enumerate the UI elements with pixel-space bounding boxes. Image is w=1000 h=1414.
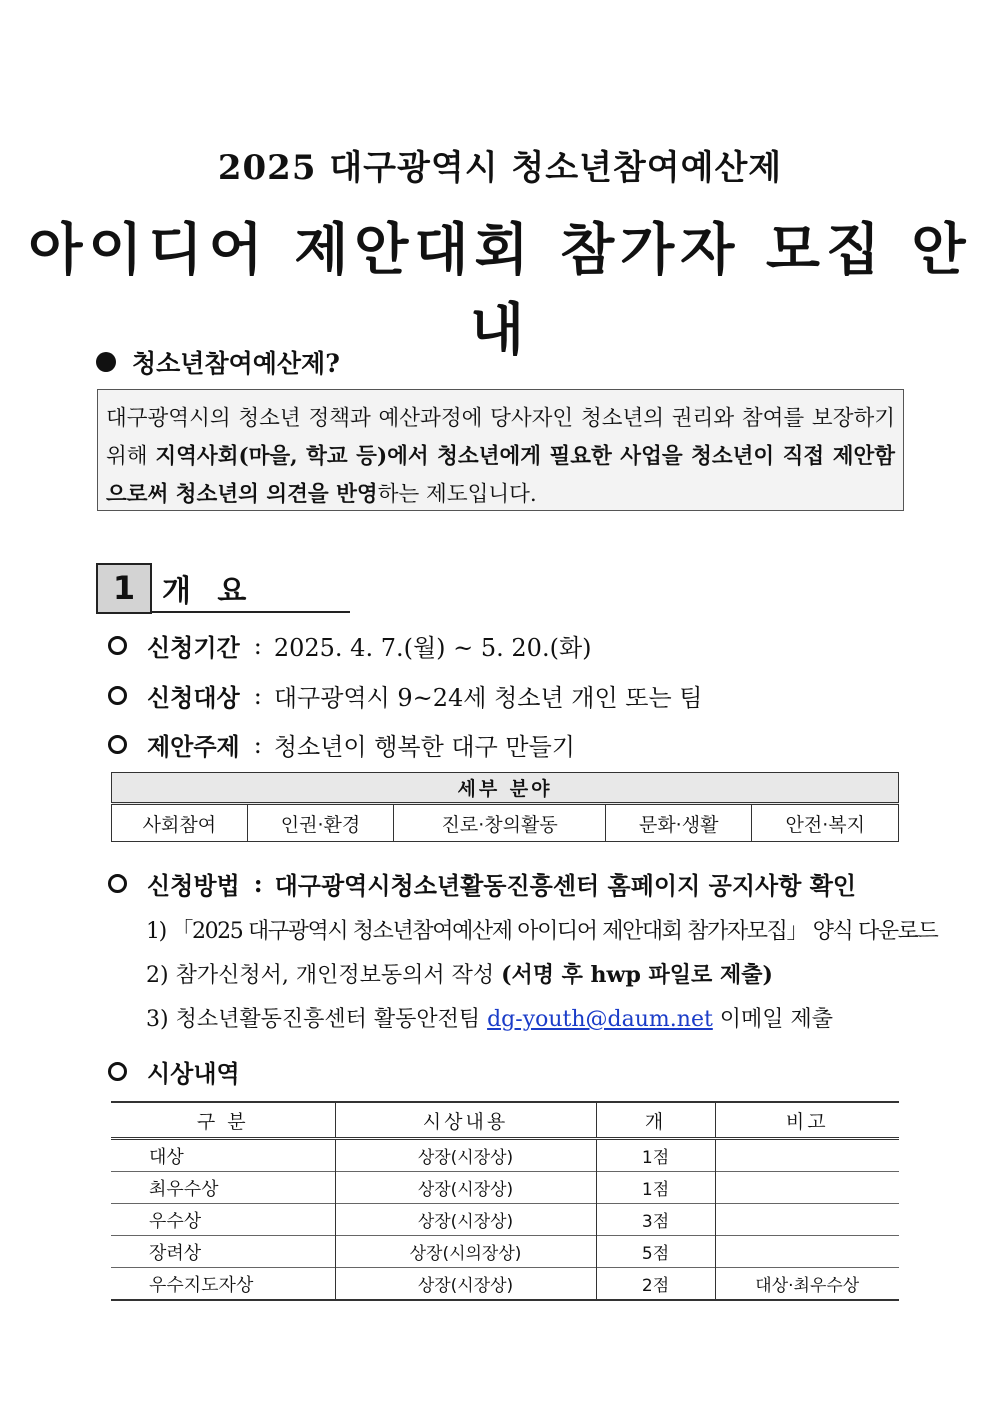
section-title: 개 요 bbox=[162, 574, 255, 609]
field-cell: 안전·복지 bbox=[752, 804, 899, 842]
separator: : bbox=[253, 681, 262, 710]
award-category: 최우수상 bbox=[111, 1172, 335, 1204]
ring-bullet-icon bbox=[108, 686, 127, 705]
award-count: 1점 bbox=[596, 1172, 715, 1204]
award-note: 대상·최우수상 bbox=[715, 1268, 899, 1301]
field-cell: 문화·생활 bbox=[605, 804, 752, 842]
topic-label: 제안주제 bbox=[147, 732, 240, 761]
field-cell: 인권·환경 bbox=[247, 804, 394, 842]
target-label: 신청대상 bbox=[147, 683, 240, 712]
table-row bbox=[111, 1268, 899, 1301]
section-number: 1 bbox=[96, 563, 152, 614]
method-value: 대구광역시청소년활동진흥센터 홈페이지 공지사항 확인 bbox=[274, 871, 857, 900]
awards-col-header: 비고 bbox=[715, 1102, 899, 1139]
method-step-1: 1) 「2025 대구광역시 청소년참여예산제 아이디어 제안대회 참가자모집」 양식 다운로드 bbox=[146, 919, 938, 944]
separator: : bbox=[253, 631, 262, 660]
awards-heading: 시상내역 bbox=[147, 1059, 240, 1088]
award-content: 상장(시의장상) bbox=[335, 1236, 596, 1268]
intro-heading bbox=[96, 344, 340, 380]
method-row bbox=[108, 866, 856, 901]
method-step-3-suffix: 이메일 제출 bbox=[712, 1007, 834, 1032]
document-title: 아이디어 제안대회 참가자 모집 안내 bbox=[28, 218, 972, 363]
intro-box bbox=[97, 389, 904, 511]
field-cell: 진로·창의활동 bbox=[394, 804, 606, 842]
award-content: 상장(시장상) bbox=[335, 1268, 596, 1301]
target-value: 대구광역시 9~24세 청소년 개인 또는 팀 bbox=[273, 684, 703, 712]
table-row bbox=[111, 1139, 899, 1172]
ring-bullet-icon bbox=[108, 874, 127, 893]
award-content: 상장(시장상) bbox=[335, 1139, 596, 1172]
email-link[interactable]: dg-youth@daum.net bbox=[487, 1007, 713, 1032]
intro-text-2: 하는 제도입니다. bbox=[377, 482, 537, 507]
document-subtitle: 2025 대구광역시 청소년참여예산제 bbox=[217, 148, 783, 188]
award-content: 상장(시장상) bbox=[335, 1204, 596, 1236]
award-note bbox=[715, 1172, 899, 1204]
method-step-2-bold: (서명 후 hwp 파일로 제출) bbox=[501, 962, 773, 988]
method-step-3 bbox=[146, 1002, 833, 1033]
topic-value: 청소년이 행복한 대구 만들기 bbox=[273, 733, 575, 761]
ring-bullet-icon bbox=[108, 636, 127, 655]
ring-bullet-icon bbox=[108, 735, 127, 754]
table-row bbox=[111, 1172, 899, 1204]
intro-text-1: 대구광역시의 청소년 정책과 예산과정에 당사자인 청소년의 권리와 참여를 보장하기 위해 bbox=[106, 406, 895, 469]
separator: : bbox=[253, 730, 262, 759]
intro-heading-text: 청소년참여예산제? bbox=[132, 349, 340, 378]
award-note bbox=[715, 1204, 899, 1236]
awards-col-header: 시상내용 bbox=[335, 1102, 596, 1139]
award-category: 장려상 bbox=[111, 1236, 335, 1268]
table-row bbox=[111, 1204, 899, 1236]
period-row bbox=[108, 628, 592, 663]
fields-table bbox=[111, 772, 899, 842]
period-value: 2025. 4. 7.(월) ~ 5. 20.(화) bbox=[273, 634, 592, 662]
fields-row bbox=[112, 804, 899, 842]
method-step-3-text: 3) 청소년활동진흥센터 활동안전팀 bbox=[146, 1007, 488, 1032]
award-count: 1점 bbox=[596, 1139, 715, 1172]
intro-text-bold: 지역사회(마을, 학교 등)에서 청소년에게 필요한 사업을 청소년이 직접 제안함으로써 청소년의 의견을 반영 bbox=[106, 444, 895, 507]
separator: : bbox=[253, 869, 263, 898]
awards-table bbox=[111, 1101, 899, 1301]
awards-col-header: 개 bbox=[596, 1102, 715, 1139]
method-label: 신청방법 bbox=[147, 871, 240, 900]
award-count: 3점 bbox=[596, 1204, 715, 1236]
topic-row bbox=[108, 727, 575, 762]
award-note bbox=[715, 1139, 899, 1172]
bullet-dot-icon bbox=[96, 352, 116, 372]
awards-col-header: 구 분 bbox=[111, 1102, 335, 1139]
award-count: 2점 bbox=[596, 1268, 715, 1301]
method-step-2-text: 2) 참가신청서, 개인정보동의서 작성 bbox=[146, 963, 502, 988]
award-note bbox=[715, 1236, 899, 1268]
period-label: 신청기간 bbox=[147, 633, 240, 662]
target-row bbox=[108, 678, 702, 713]
ring-bullet-icon bbox=[108, 1062, 127, 1081]
award-category: 우수지도자상 bbox=[111, 1268, 335, 1301]
award-category: 대상 bbox=[111, 1139, 335, 1172]
field-cell: 사회참여 bbox=[112, 804, 248, 842]
award-count: 5점 bbox=[596, 1236, 715, 1268]
method-step-2 bbox=[146, 958, 773, 989]
table-row bbox=[111, 1236, 899, 1268]
award-category: 우수상 bbox=[111, 1204, 335, 1236]
awards-heading-row bbox=[108, 1054, 240, 1089]
awards-header-row bbox=[111, 1102, 899, 1139]
award-content: 상장(시장상) bbox=[335, 1172, 596, 1204]
fields-table-header: 세부 분야 bbox=[112, 773, 899, 804]
section-underline bbox=[150, 611, 350, 613]
